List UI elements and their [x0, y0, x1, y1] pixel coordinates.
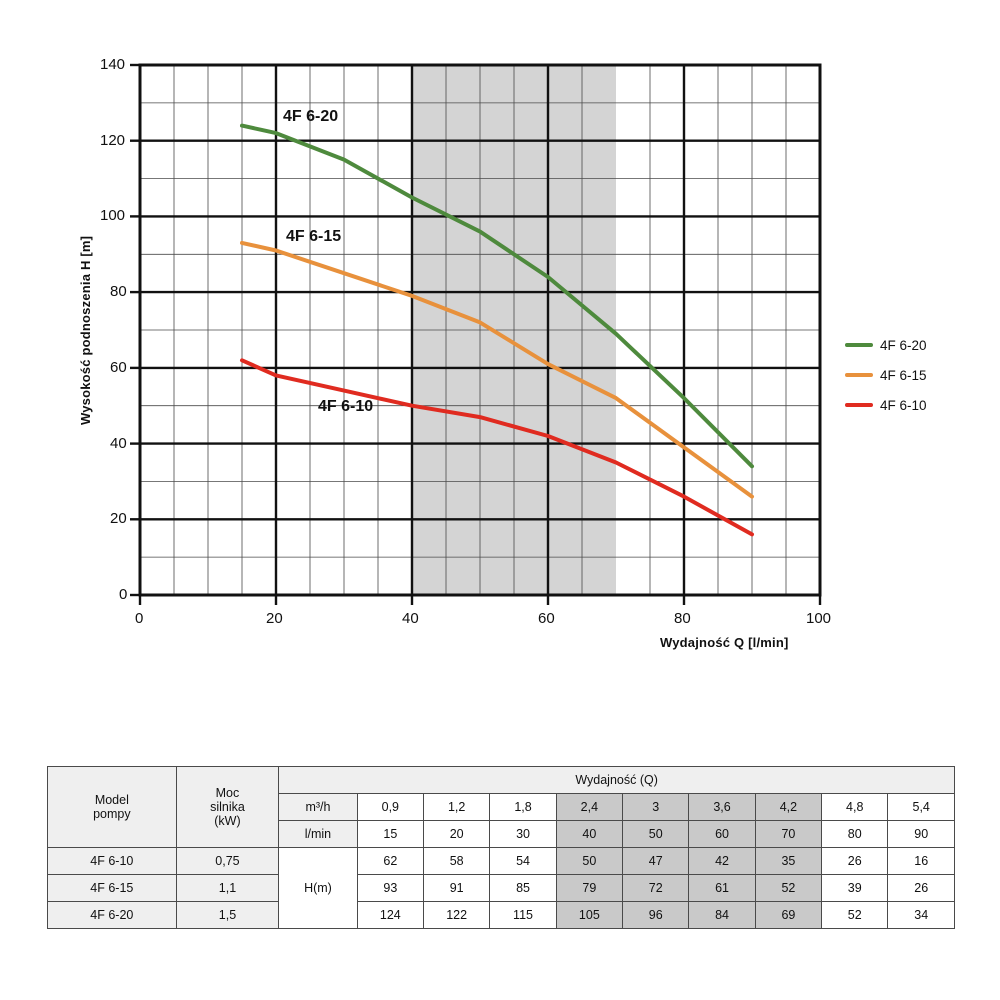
cell-4f6-10-3: 54 [490, 848, 556, 875]
header-head-hm: H(m) [279, 848, 357, 929]
legend-swatch-orange [845, 373, 873, 377]
row-power-4f6-20: 1,5 [176, 902, 279, 929]
cell-4f6-15-2: 91 [424, 875, 490, 902]
cell-4f6-15-9: 26 [888, 875, 955, 902]
flow-m3h-9: 5,4 [888, 794, 955, 821]
flow-lmin-9: 90 [888, 821, 955, 848]
cell-4f6-15-6: 61 [689, 875, 755, 902]
legend-label-4f6-15: 4F 6-15 [880, 367, 927, 383]
table-row [48, 848, 955, 875]
row-model-4f6-15: 4F 6-15 [48, 875, 177, 902]
curve-label-4f6-10: 4F 6-10 [318, 398, 374, 415]
y-axis-title: Wysokość podnoszenia H [m] [78, 235, 93, 425]
row-model-4f6-10: 4F 6-10 [48, 848, 177, 875]
legend-swatch-green [845, 343, 873, 347]
cell-4f6-20-5: 96 [623, 902, 689, 929]
legend-label-4f6-20: 4F 6-20 [880, 337, 927, 353]
cell-4f6-15-8: 39 [822, 875, 888, 902]
row-power-4f6-10: 0,75 [176, 848, 279, 875]
flow-lmin-5: 50 [623, 821, 689, 848]
cell-4f6-15-7: 52 [755, 875, 821, 902]
y-tick-20: 20 [110, 510, 127, 527]
cell-4f6-15-3: 85 [490, 875, 556, 902]
cell-4f6-20-8: 52 [822, 902, 888, 929]
y-tick-140: 140 [100, 56, 126, 73]
flow-lmin-1: 15 [357, 821, 423, 848]
header-power-line2: silnika [210, 800, 245, 814]
cell-4f6-20-2: 122 [424, 902, 490, 929]
cell-4f6-10-8: 26 [822, 848, 888, 875]
cell-4f6-10-4: 50 [556, 848, 622, 875]
row-power-4f6-15: 1,1 [176, 875, 279, 902]
flow-m3h-3: 1,8 [490, 794, 556, 821]
table-row [48, 902, 955, 929]
table-row [48, 875, 955, 902]
cell-4f6-15-4: 79 [556, 875, 622, 902]
x-axis-title: Wydajność Q [l/min] [660, 635, 789, 650]
cell-4f6-15-1: 93 [357, 875, 423, 902]
flow-m3h-7: 4,2 [755, 794, 821, 821]
cell-4f6-20-9: 34 [888, 902, 955, 929]
flow-m3h-6: 3,6 [689, 794, 755, 821]
y-tick-0: 0 [119, 586, 128, 603]
curve-label-4f6-20: 4F 6-20 [283, 108, 339, 125]
cell-4f6-20-1: 124 [357, 902, 423, 929]
flow-m3h-4: 2,4 [556, 794, 622, 821]
flow-m3h-1: 0,9 [357, 794, 423, 821]
flow-m3h-2: 1,2 [424, 794, 490, 821]
cell-4f6-20-3: 115 [490, 902, 556, 929]
cell-4f6-10-2: 58 [424, 848, 490, 875]
legend-label-4f6-10: 4F 6-10 [880, 397, 927, 413]
legend-item-4f6-20 [845, 330, 995, 360]
x-tick-60: 60 [538, 610, 555, 627]
flow-lmin-8: 80 [822, 821, 888, 848]
header-unit-lmin: l/min [279, 821, 357, 848]
legend-item-4f6-10 [845, 390, 995, 420]
cell-4f6-10-1: 62 [357, 848, 423, 875]
header-model-line1: Model [94, 793, 129, 807]
flow-m3h-8: 4,8 [822, 794, 888, 821]
cell-4f6-10-6: 42 [689, 848, 755, 875]
header-wydajnosc: Wydajność (Q) [279, 767, 955, 794]
y-tick-60: 60 [110, 359, 127, 376]
cell-4f6-10-9: 16 [888, 848, 955, 875]
x-tick-0: 0 [135, 610, 144, 627]
curve-label-4f6-15: 4F 6-15 [286, 228, 342, 245]
cell-4f6-10-5: 47 [623, 848, 689, 875]
header-model-line2: pompy [93, 807, 131, 821]
y-tick-100: 100 [100, 207, 126, 224]
x-tick-20: 20 [266, 610, 283, 627]
flow-lmin-6: 60 [689, 821, 755, 848]
row-model-4f6-20: 4F 6-20 [48, 902, 177, 929]
y-tick-40: 40 [110, 435, 127, 452]
flow-lmin-2: 20 [424, 821, 490, 848]
pump-specification-table [47, 766, 955, 929]
flow-lmin-4: 40 [556, 821, 622, 848]
header-power-line1: Moc [215, 786, 240, 800]
cell-4f6-20-4: 105 [556, 902, 622, 929]
header-unit-m3h: m³/h [279, 794, 357, 821]
flow-m3h-5: 3 [623, 794, 689, 821]
flow-lmin-3: 30 [490, 821, 556, 848]
chart-legend [845, 330, 995, 420]
flow-lmin-7: 70 [755, 821, 821, 848]
cell-4f6-20-6: 84 [689, 902, 755, 929]
cell-4f6-15-5: 72 [623, 875, 689, 902]
y-tick-120: 120 [100, 132, 126, 149]
legend-swatch-red [845, 403, 873, 407]
legend-item-4f6-15 [845, 360, 995, 390]
cell-4f6-20-7: 69 [755, 902, 821, 929]
header-moc-silnika [176, 767, 279, 848]
header-model-pompy [48, 767, 177, 848]
x-tick-80: 80 [674, 610, 691, 627]
cell-4f6-10-7: 35 [755, 848, 821, 875]
table-header-row-1 [48, 767, 955, 794]
x-tick-40: 40 [402, 610, 419, 627]
y-tick-80: 80 [110, 283, 127, 300]
header-power-line3: (kW) [214, 814, 241, 828]
x-tick-100: 100 [806, 610, 832, 627]
